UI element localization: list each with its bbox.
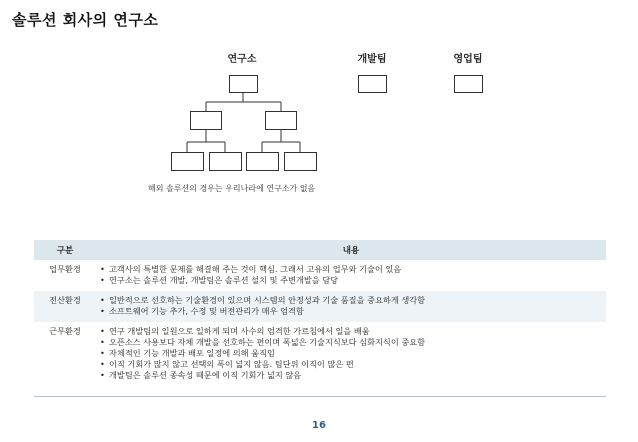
org-box-sales-team bbox=[454, 75, 483, 93]
org-box-level2-right bbox=[265, 111, 297, 130]
org-box-level2-left bbox=[190, 111, 222, 130]
row-content bbox=[96, 260, 606, 291]
org-box-level3-1 bbox=[171, 152, 204, 171]
header-content: 내용 bbox=[96, 240, 606, 260]
org-label-research: 연구소 bbox=[227, 54, 257, 65]
org-box-level3-3 bbox=[246, 152, 279, 171]
table-row-working-conditions bbox=[34, 322, 606, 386]
org-box-dev-team bbox=[358, 75, 387, 93]
org-label-dev-team: 개발팀 bbox=[357, 54, 387, 65]
list-item: • 연구 개발팀의 일원으로 일하게 되며 사수의 엄격한 가르침에서 일을 배움 bbox=[100, 326, 602, 337]
header-category: 구분 bbox=[34, 240, 96, 260]
list-item: • 고객사의 특별한 문제를 해결해 주는 것이 핵심. 그래서 고유의 업무와 기술이 있음 bbox=[100, 264, 602, 275]
table-row-work bbox=[34, 260, 606, 291]
list-item: • 오픈소스 사용보다 자체 개발을 선호하는 편이며 폭넓은 기술지식보다 심화지식이 중요함 bbox=[100, 337, 602, 348]
org-box-research-lab bbox=[229, 75, 258, 93]
list-item: • 자체적인 기능 개발과 배포 일정에 의해 움직임 bbox=[100, 348, 602, 359]
org-box-level3-2 bbox=[209, 152, 242, 171]
list-item: • 연구소는 솔루션 개발, 개발팀은 솔루션 설치 및 주변개발을 담당 bbox=[100, 275, 602, 286]
org-box-level3-4 bbox=[284, 152, 317, 171]
org-label-sales-team: 영업팀 bbox=[453, 54, 483, 65]
row-category: 전산환경 bbox=[34, 291, 96, 322]
org-chart-note: 해외 솔루션의 경우는 우리나라에 연구소가 없음 bbox=[148, 184, 316, 193]
info-table bbox=[34, 240, 606, 386]
list-item: • 이직 기회가 많지 않고 선택의 폭이 넓지 않음. 팀단위 이직이 많은 편 bbox=[100, 359, 602, 370]
list-item: • 개발팀은 솔루션 종속성 때문에 이직 기회가 넓지 않음 bbox=[100, 370, 602, 381]
row-content bbox=[96, 322, 606, 386]
row-content bbox=[96, 291, 606, 322]
row-category: 근무환경 bbox=[49, 326, 81, 336]
page-title: 솔루션 회사의 연구소 bbox=[12, 11, 159, 29]
row-category: 업무환경 bbox=[49, 264, 81, 274]
table-row-it bbox=[34, 291, 606, 322]
page-number: 16 bbox=[312, 420, 326, 431]
list-item: • 일반적으로 선호하는 기술환경이 있으며 시스템의 안정성과 기술 품질을 중요하게 생각함 bbox=[100, 295, 602, 306]
bottom-divider bbox=[34, 396, 606, 397]
list-item: • 소프트웨어 기능 추가, 수정 및 버전관리가 매우 엄격함 bbox=[100, 306, 602, 317]
table-header-row bbox=[34, 240, 606, 260]
